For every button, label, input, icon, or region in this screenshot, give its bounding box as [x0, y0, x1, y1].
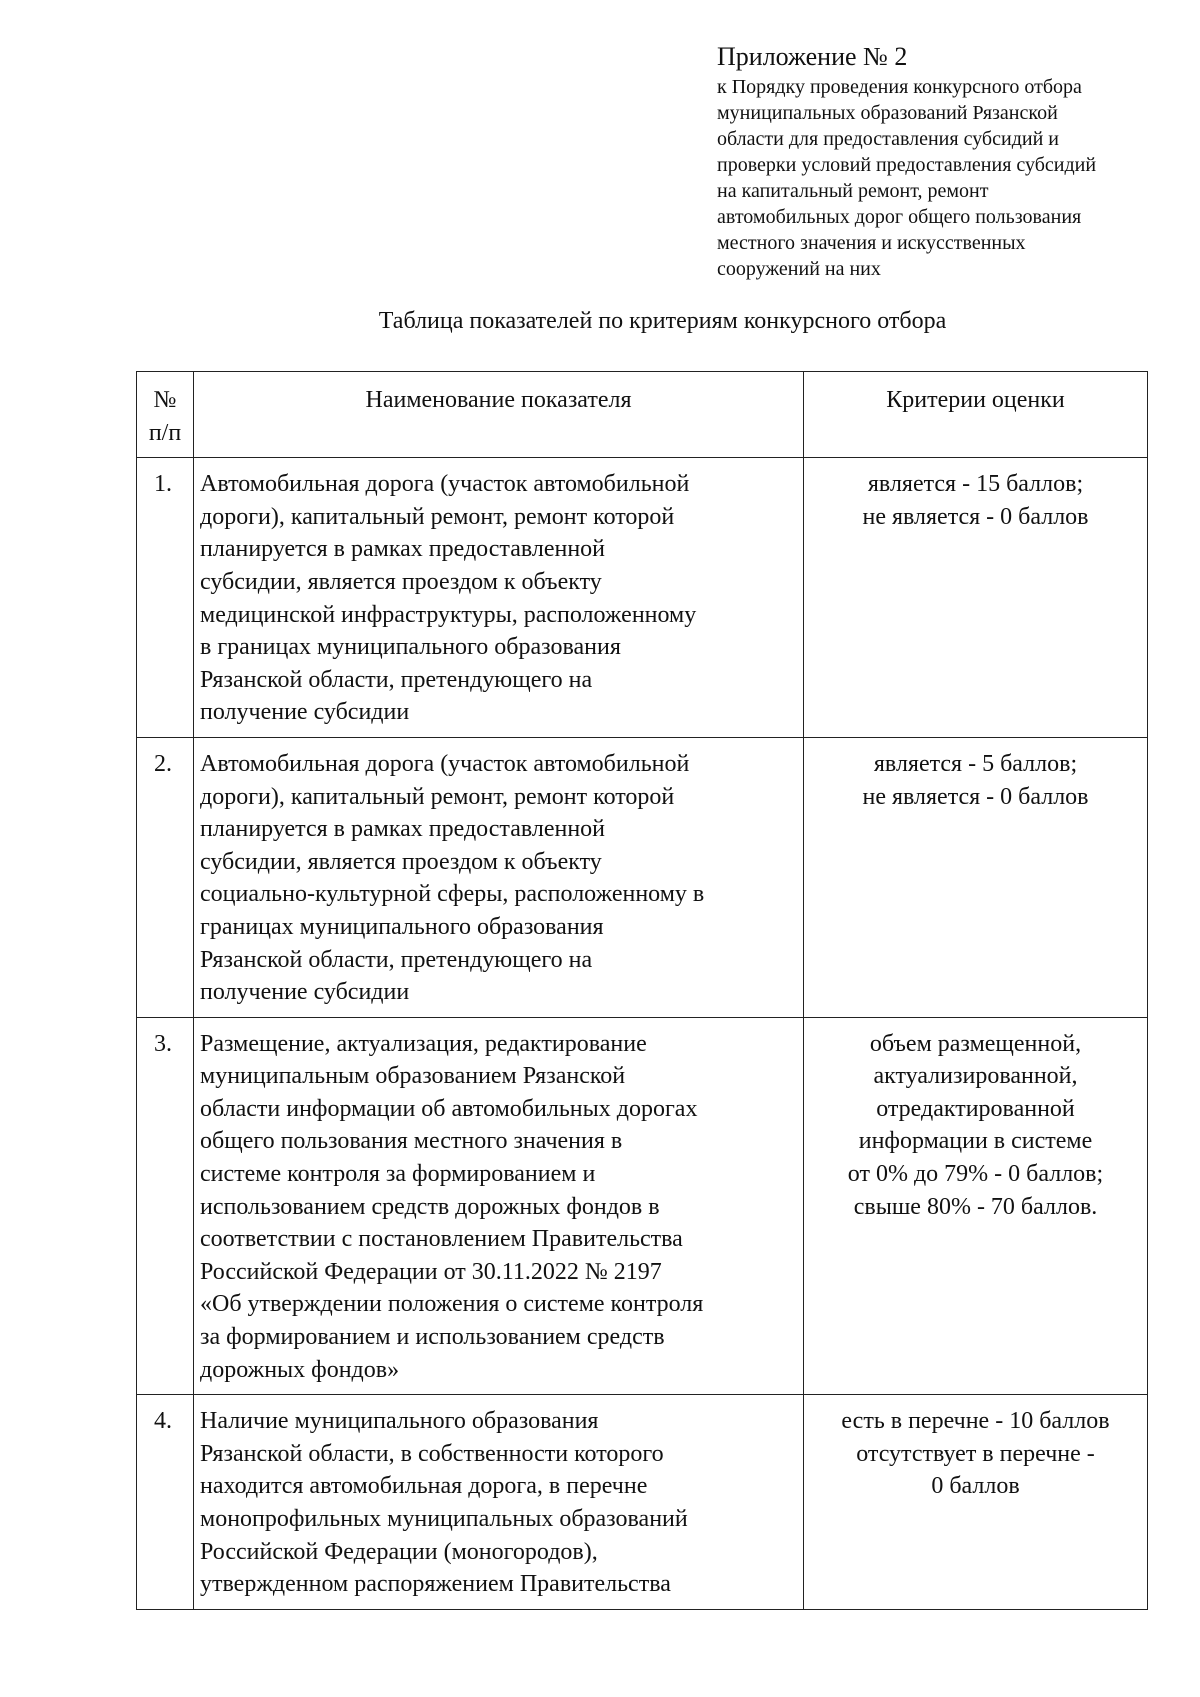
text-line: «Об утверждении положения о системе контроля	[200, 1291, 704, 1318]
text-line: общего пользования местного значения в	[200, 1128, 623, 1155]
text-line: 0 баллов	[931, 1473, 1020, 1500]
text-line: Российской Федерации от 30.11.2022 № 2197	[200, 1258, 662, 1285]
text-line: планируется в рамках предоставленной	[200, 536, 606, 563]
row-number: 2.	[137, 737, 194, 1017]
text-line: в границах муниципального образования	[200, 634, 621, 661]
appendix-subtitle-line: проверки условий предоставления субсидий	[717, 154, 1097, 176]
table-row	[137, 737, 1148, 1017]
text-line: от 0% до 79% - 0 баллов;	[847, 1161, 1104, 1188]
row-indicator-name	[194, 1017, 804, 1395]
text-line: Рязанской области, претендующего на	[200, 946, 593, 973]
table-header-row	[137, 372, 1148, 458]
text-line: монопрофильных муниципальных образований	[200, 1506, 688, 1532]
text-line: отсутствует в перечне -	[856, 1440, 1095, 1467]
row-indicator-name	[194, 458, 804, 738]
text-line: не является - 0 баллов	[862, 503, 1089, 530]
appendix-subtitle-line: местного значения и искусственных	[717, 232, 1026, 254]
appendix-subtitle	[717, 74, 1177, 282]
text-line: дороги), капитальный ремонт, ремонт которой	[200, 503, 675, 530]
row-number: 3.	[137, 1017, 194, 1395]
text-line: социально-культурной сферы, расположенному в	[200, 881, 705, 908]
table-row	[137, 458, 1148, 738]
text-line: есть в перечне - 10 баллов	[841, 1408, 1110, 1435]
text-line: является - 5 баллов;	[873, 750, 1078, 777]
text-line: дорожных фондов»	[200, 1356, 400, 1383]
table-title: Таблица показателей по критериям конкурсного отбора	[378, 308, 947, 334]
header-name: Наименование показателя	[194, 372, 804, 458]
text-line: объем размещенной,	[869, 1030, 1082, 1057]
row-number: 4.	[137, 1395, 194, 1610]
text-line: получение субсидии	[200, 699, 410, 726]
appendix-subtitle-line: муниципальных образований Рязанской	[717, 102, 1058, 124]
row-criteria	[804, 458, 1148, 738]
text-line: субсидии, является проездом к объекту	[200, 568, 602, 595]
text-line: дороги), капитальный ремонт, ремонт которой	[200, 783, 675, 810]
text-line: находится автомобильная дорога, в перечне	[200, 1473, 648, 1500]
appendix-subtitle-line: на капитальный ремонт, ремонт	[717, 180, 989, 202]
appendix-subtitle-line: автомобильных дорог общего пользования	[717, 206, 1082, 228]
text-line: Автомобильная дорога (участок автомобильной	[200, 471, 690, 498]
text-line: медицинской инфраструктуры, расположенному	[200, 601, 697, 628]
text-line: соответствии с постановлением Правительства	[200, 1226, 683, 1253]
header-criteria: Критерии оценки	[804, 372, 1148, 458]
text-line: Российской Федерации (моногородов),	[200, 1538, 598, 1565]
table-row	[137, 1017, 1148, 1395]
row-criteria	[804, 737, 1148, 1017]
header-number	[137, 372, 194, 458]
text-line: актуализированной,	[873, 1063, 1078, 1090]
table-row	[137, 1395, 1148, 1610]
text-line: информации в системе	[858, 1128, 1093, 1155]
text-line: субсидии, является проездом к объекту	[200, 848, 602, 875]
text-line: границах муниципального образования	[200, 913, 604, 940]
text-line: Рязанской области, в собственности которого	[200, 1440, 664, 1467]
row-criteria	[804, 1017, 1148, 1395]
text-line: планируется в рамках предоставленной	[200, 816, 606, 843]
criteria-table	[136, 371, 1148, 1610]
text-line: за формированием и использованием средств	[200, 1324, 665, 1351]
appendix-subtitle-line: сооружений на них	[717, 258, 881, 280]
appendix-subtitle-line: к Порядку проведения конкурсного отбора	[717, 76, 1082, 98]
text-line: свыше 80% - 70 баллов.	[853, 1193, 1098, 1220]
header-number-line2: п/п	[148, 419, 182, 446]
text-line: муниципальным образованием Рязанской	[200, 1063, 626, 1090]
text-line: получение субсидии	[200, 979, 410, 1006]
row-number: 1.	[137, 458, 194, 738]
row-indicator-name	[194, 1395, 804, 1610]
row-indicator-name	[194, 737, 804, 1017]
text-line: использованием средств дорожных фондов в	[200, 1193, 660, 1220]
appendix-title: Приложение № 2	[717, 42, 908, 71]
text-line: Наличие муниципального образования	[200, 1408, 599, 1435]
text-line: Автомобильная дорога (участок автомобильной	[200, 750, 690, 777]
text-line: отредактированной	[876, 1095, 1075, 1122]
text-line: системе контроля за формированием и	[200, 1161, 596, 1188]
text-line: Рязанской области, претендующего на	[200, 666, 593, 693]
header-number-line1: №	[153, 387, 177, 413]
appendix-subtitle-line: области для предоставления субсидий и	[717, 128, 1059, 150]
text-line: утвержденном распоряжением Правительства	[200, 1571, 671, 1598]
text-line: области информации об автомобильных дорогах	[200, 1095, 698, 1122]
appendix-block	[717, 42, 1177, 282]
row-criteria	[804, 1395, 1148, 1610]
text-line: Размещение, актуализация, редактирование	[200, 1030, 647, 1057]
text-line: не является - 0 баллов	[862, 783, 1089, 810]
text-line: является - 15 баллов;	[867, 471, 1084, 498]
